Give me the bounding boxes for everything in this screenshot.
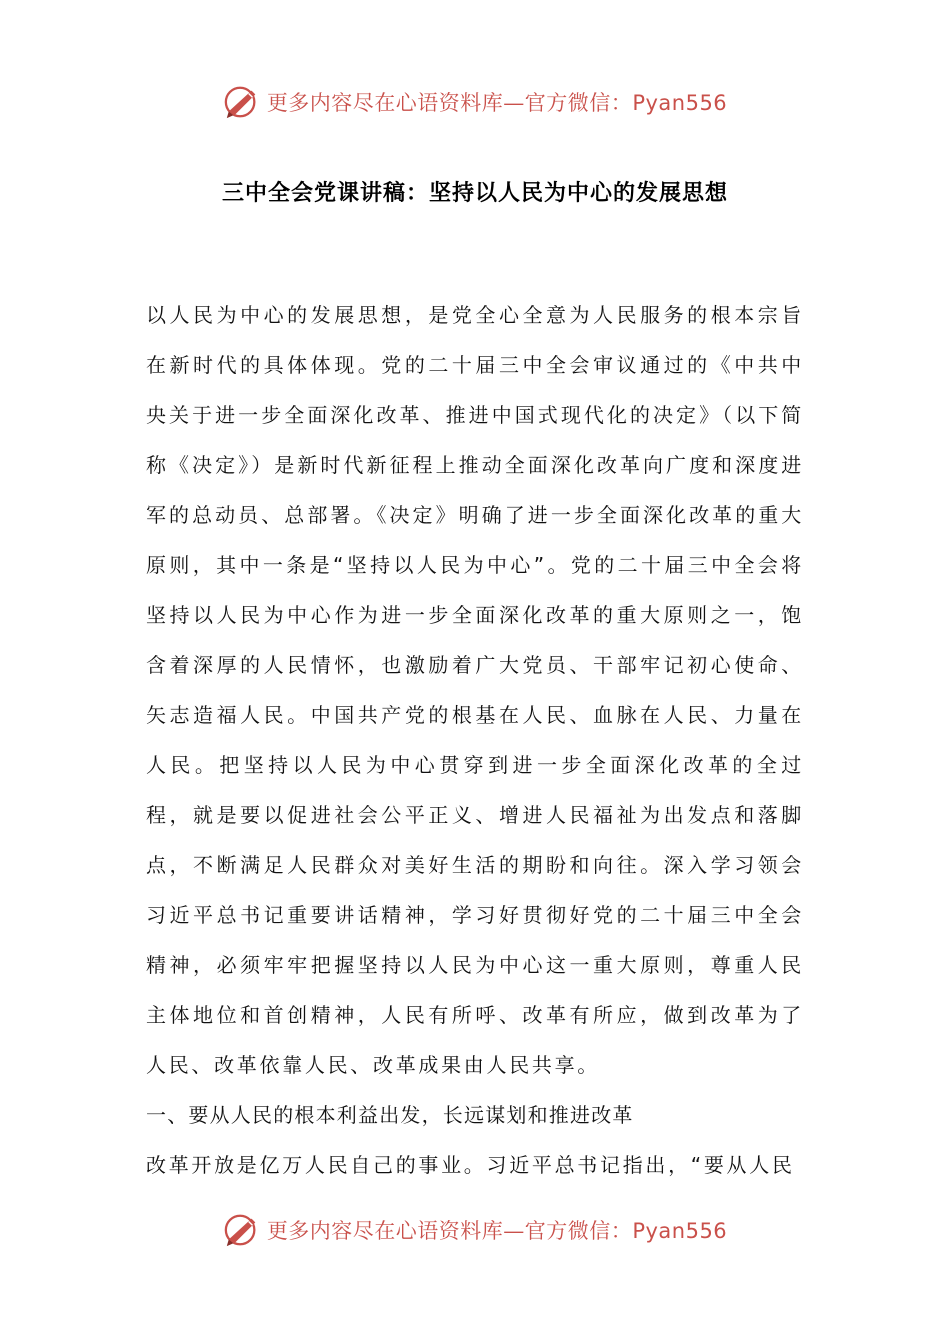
document-body: [146, 290, 804, 1190]
body-paragraph: 改革开放是亿万人民自己的事业。习近平总书记指出，“要从人民: [146, 1153, 795, 1177]
document-title: 三中全会党课讲稿：坚持以人民为中心的发展思想: [221, 181, 728, 206]
watermark-text: 更多内容尽在心语资料库—官方微信：Pyan556: [266, 91, 728, 115]
watermark-banner-top: [0, 80, 950, 124]
wechat-id: Pyan556: [632, 91, 728, 115]
pen-logo-icon: [223, 83, 261, 121]
pen-logo-icon: [223, 1211, 261, 1249]
watermark-text: 更多内容尽在心语资料库—官方微信：Pyan556: [266, 1219, 728, 1243]
section-heading: 一、要从人民的根本利益出发，长远谋划和推进改革: [146, 1103, 634, 1127]
wechat-id: Pyan556: [632, 1219, 728, 1243]
body-paragraph: 以人民为中心的发展思想，是党全心全意为人民服务的根本宗旨在新时代的具体体现。党的二十届三中全会审议通过的《中共中央关于进一步全面深化改革、推进中国式现代化的决定》（以下简称《决定》）是新时代新征程上推动全面深化改革向广度和深度进军的总动员、总部署。《决定》明确了进一步全面深化改革的重大原则，其中一条是“坚持以人民为中心”。党的二十届三中全会将坚持以人民为中心作为进一步全面深化改革的重大原则之一，饱含着深厚的人民情怀，也激励着广大党员、干部牢记初心使命、矢志造福人民。中国共产党的根基在人民、血脉在人民、力量在人民。把坚持以人民为中心贯穿到进一步全面深化改革的全过程，就是要以促进社会公平正义、增进人民福祉为出发点和落脚点，不断满足人民群众对美好生活的期盼和向往。深入学习领会习近平总书记重要讲话精神，学习好贯彻好党的二十届三中全会精神，必须牢牢把握坚持以人民为中心这一重大原则，尊重人民主体地位和首创精神，人民有所呼、改革有所应，做到改革为了人民、改革依靠人民、改革成果由人民共享。: [146, 303, 804, 1077]
watermark-banner-bottom: [0, 1208, 950, 1252]
